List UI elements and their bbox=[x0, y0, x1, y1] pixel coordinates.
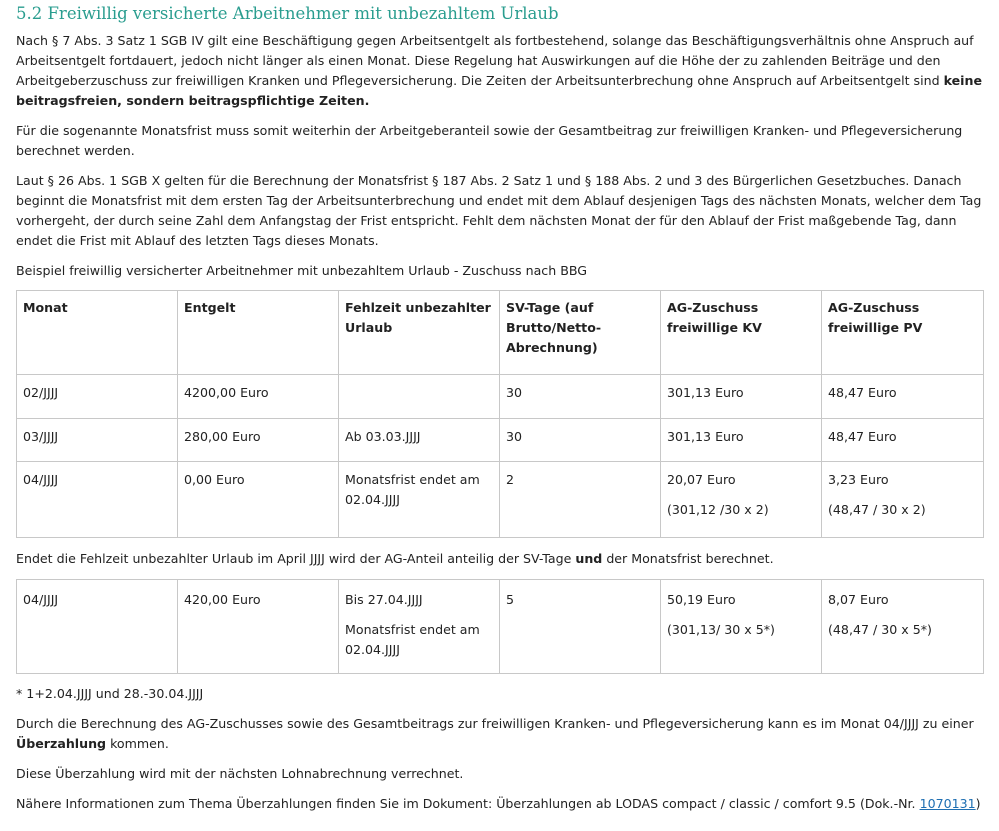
cell-svtage: 30 bbox=[500, 375, 661, 419]
cell-fehlzeit bbox=[339, 375, 500, 419]
paragraph-more-info bbox=[16, 794, 983, 814]
cell-kv-value: 50,19 Euro bbox=[667, 592, 736, 607]
example-table-april bbox=[16, 579, 984, 674]
table-row bbox=[17, 580, 984, 674]
cell-monat: 03/JJJJ bbox=[17, 419, 178, 462]
paragraph-text: Nach § 7 Abs. 3 Satz 1 SGB IV gilt eine Beschäftigung gegen Arbeitsentgelt als fortbestehend, solange das Beschäftigungsverhältnis ohne Anspruch auf Arbeitsentgelt fortdauert, jedoch nicht länger als einen Monat. Diese Regelung hat Auswirkungen auf die Höhe der zu zahlenden Beiträge und den Arbeitgeberzuschuss zur freiwilligen Kranken und Pflegeversicherung. Die Zeiten der Arbeitsunterbrechung ohne Anspruch auf Arbeitsentgelt sind bbox=[16, 33, 974, 88]
cell-monat: 04/JJJJ bbox=[17, 462, 178, 538]
example-caption: Beispiel freiwillig versicherter Arbeitnehmer mit unbezahltem Urlaub - Zuschuss nach BBG bbox=[16, 263, 588, 278]
cell-svtage: 30 bbox=[500, 419, 661, 462]
cell-pv bbox=[822, 580, 984, 674]
cell-pv: 48,47 Euro bbox=[822, 419, 984, 462]
example-table bbox=[16, 290, 984, 538]
cell-pv-value: 8,07 Euro bbox=[828, 592, 889, 607]
cell-entgelt: 0,00 Euro bbox=[178, 462, 339, 538]
header-svtage: SV-Tage (auf Brutto/Netto-Abrechnung) bbox=[500, 291, 661, 375]
cell-fehlzeit: Monatsfrist endet am 02.04.JJJJ bbox=[339, 462, 500, 538]
cell-pv-value: 3,23 Euro bbox=[828, 472, 889, 487]
paragraph-bold: keine beitragsfreien, sondern beitragspflichtige Zeiten. bbox=[16, 73, 982, 108]
paragraph-text: ) bbox=[975, 796, 981, 811]
cell-kv: 301,13 Euro bbox=[661, 375, 822, 419]
section-title: 5.2 Freiwillig versicherte Arbeitnehmer mit unbezahltem Urlaub bbox=[16, 4, 559, 23]
document-link[interactable]: 1070131 bbox=[919, 796, 976, 811]
cell-fehlzeit: Ab 03.03.JJJJ bbox=[339, 419, 500, 462]
paragraph-text: kommen. bbox=[106, 736, 169, 751]
paragraph-overpayment bbox=[16, 714, 983, 754]
cell-kv bbox=[661, 462, 822, 538]
paragraph-april bbox=[16, 549, 983, 569]
header-kv: AG-Zuschuss freiwillige KV bbox=[661, 291, 822, 375]
cell-pv-calc: (48,47 / 30 x 2) bbox=[828, 502, 926, 517]
cell-fehlzeit bbox=[339, 580, 500, 674]
header-pv: AG-Zuschuss freiwillige PV bbox=[822, 291, 984, 375]
cell-kv-value: 20,07 Euro bbox=[667, 472, 736, 487]
paragraph-text: Endet die Fehlzeit unbezahlter Urlaub im April JJJJ wird der AG-Anteil anteilig der SV-Tage bbox=[16, 551, 576, 566]
paragraph-text: Nähere Informationen zum Thema Überzahlungen finden Sie im Dokument: Überzahlungen ab LODAS compact / classic / comfort 9.5 (Dok.-Nr. bbox=[16, 796, 920, 811]
cell-kv bbox=[661, 580, 822, 674]
header-fehlzeit: Fehlzeit unbezahlter Urlaub bbox=[339, 291, 500, 375]
paragraph-settlement: Diese Überzahlung wird mit der nächsten Lohnabrechnung verrechnet. bbox=[16, 766, 464, 781]
cell-fehlzeit-value: Bis 27.04.JJJJ bbox=[345, 592, 423, 607]
table-header-row bbox=[17, 291, 984, 375]
table-row bbox=[17, 419, 984, 462]
cell-entgelt: 420,00 Euro bbox=[178, 580, 339, 674]
cell-kv: 301,13 Euro bbox=[661, 419, 822, 462]
cell-svtage: 5 bbox=[500, 580, 661, 674]
cell-kv-calc: (301,13/ 30 x 5*) bbox=[667, 622, 775, 637]
paragraph-bold: und bbox=[575, 551, 603, 566]
cell-kv-calc: (301,12 /30 x 2) bbox=[667, 502, 769, 517]
paragraph-calculation: Laut § 26 Abs. 1 SGB X gelten für die Berechnung der Monatsfrist § 187 Abs. 2 Satz 1 und § 188 Abs. 2 und 3 des Bürgerlichen Gesetzbuches. Danach beginnt die Monatsfrist mit dem ersten Tag der Arbeitsunterbrechung und endet mit dem Ablauf desjenigen Tags des nächsten Monats, welcher dem Tag vorhergeht, der durch seine Zahl dem Anfangstag der Frist entspricht. Fehlt dem nächsten Monat der für den Ablauf der Frist maßgebende Tag, dann endet die Frist mit Ablauf des letzten Tags dieses Monats. bbox=[16, 173, 982, 248]
cell-monat: 02/JJJJ bbox=[17, 375, 178, 419]
cell-monat: 04/JJJJ bbox=[17, 580, 178, 674]
header-monat: Monat bbox=[17, 291, 178, 375]
paragraph-legal-basis bbox=[16, 31, 983, 111]
table-row bbox=[17, 462, 984, 538]
paragraph-bold: Überzahlung bbox=[16, 736, 107, 751]
cell-pv: 48,47 Euro bbox=[822, 375, 984, 419]
cell-entgelt: 4200,00 Euro bbox=[178, 375, 339, 419]
cell-svtage: 2 bbox=[500, 462, 661, 538]
paragraph-text: der Monatsfrist berechnet. bbox=[602, 551, 774, 566]
cell-entgelt: 280,00 Euro bbox=[178, 419, 339, 462]
header-entgelt: Entgelt bbox=[178, 291, 339, 375]
paragraph-text: Durch die Berechnung des AG-Zuschusses sowie des Gesamtbeitrags zur freiwilligen Kranken- und Pflegeversicherung kann es im Monat 04/JJJJ zu einer bbox=[16, 716, 974, 731]
paragraph-monatsfrist: Für die sogenannte Monatsfrist muss somit weiterhin der Arbeitgeberanteil sowie der Gesamtbeitrag zur freiwilligen Kranken- und Pflegeversicherung berechnet werden. bbox=[16, 123, 963, 158]
cell-pv bbox=[822, 462, 984, 538]
cell-fehlzeit-note: Monatsfrist endet am 02.04.JJJJ bbox=[345, 622, 480, 657]
footnote: * 1+2.04.JJJJ und 28.-30.04.JJJJ bbox=[16, 686, 204, 701]
table-row bbox=[17, 375, 984, 419]
cell-pv-calc: (48,47 / 30 x 5*) bbox=[828, 622, 932, 637]
